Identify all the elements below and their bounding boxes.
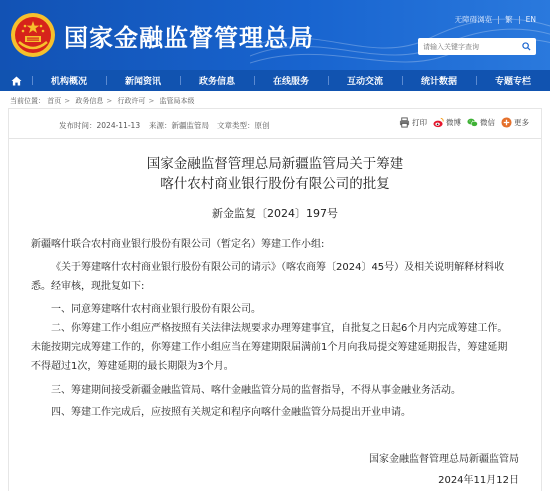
nav-item-interaction[interactable]: 互动交流 xyxy=(328,70,402,91)
publish-time: 发布时间：2024-11-13 xyxy=(59,121,141,130)
site-title[interactable]: 国家金融监督管理总局 xyxy=(64,24,314,52)
divider xyxy=(519,16,520,24)
print-button[interactable] xyxy=(399,117,427,128)
top-links xyxy=(455,14,536,25)
more-label: 更多 xyxy=(514,118,529,127)
nav-item-online-services[interactable]: 在线服务 xyxy=(254,70,328,91)
accessibility-link[interactable]: 无障碍浏览 xyxy=(454,15,493,24)
article-title-line-1: 国家金融监督管理总局新疆监管局关于筹建 xyxy=(146,156,404,172)
article-title-line-2: 喀什农村商业银行股份有限公司的批复 xyxy=(160,176,390,192)
wechat-icon xyxy=(467,117,478,128)
document-number: 新金监复〔2024〕197号 xyxy=(212,207,338,220)
paragraph-1-line-2: 悉。经审核，现批复如下: xyxy=(31,281,145,292)
nav-item-about[interactable]: 机构概况 xyxy=(32,70,106,91)
breadcrumb-separator: > xyxy=(148,97,155,105)
wechat-label: 微信 xyxy=(480,118,495,127)
nav-item-statistics[interactable]: 统计数据 xyxy=(402,70,476,91)
article-type: 文章类型：原创 xyxy=(217,121,270,130)
main-nav xyxy=(0,70,550,91)
item-2-line-1: 二、你筹建工作小组应严格按照有关法律法规要求办理筹建事宜，自批复之日起6个月内完成筹建工作。 xyxy=(51,323,508,334)
breadcrumb-prefix: 当前位置： xyxy=(10,97,45,105)
search-input[interactable] xyxy=(418,39,518,54)
traditional-chinese-link[interactable]: 繁 xyxy=(505,15,513,24)
home-icon[interactable] xyxy=(0,70,32,91)
weibo-label: 微博 xyxy=(446,118,461,127)
search-icon[interactable] xyxy=(518,38,534,55)
salutation: 新疆喀什联合农村商业银行股份有限公司（暂定名）筹建工作小组: xyxy=(31,239,325,250)
national-emblem-icon[interactable] xyxy=(10,12,56,58)
search-box xyxy=(418,38,536,55)
signature-organization: 国家金融监督管理总局新疆监管局 xyxy=(369,454,519,465)
english-link[interactable]: EN xyxy=(525,15,536,24)
weibo-icon xyxy=(433,117,444,128)
item-2-line-3: 不得超过1次，筹建延期的最长期限为3个月。 xyxy=(31,361,234,372)
share-toolbar xyxy=(393,117,529,128)
paragraph-1-line-1: 《关于筹建喀什农村商业银行股份有限公司的请示》（喀农商筹〔2024〕45号）及相关说明解释材料收 xyxy=(51,262,505,273)
nav-item-government-info[interactable]: 政务信息 xyxy=(180,70,254,91)
item-3: 三、筹建期间接受新疆金融监管局、喀什金融监管分局的监督指导，不得从事金融业务活动。 xyxy=(51,385,461,396)
item-4: 四、筹建工作完成后，应按照有关规定和程序向喀什金融监管分局提出开业申请。 xyxy=(51,407,411,418)
divider xyxy=(498,16,499,24)
signature-date: 2024年11月12日 xyxy=(438,475,519,486)
share-weibo-button[interactable] xyxy=(433,117,461,128)
breadcrumb-home[interactable]: 首页 xyxy=(47,97,62,105)
breadcrumb-bureau-level[interactable]: 监管局本级 xyxy=(159,97,195,105)
print-label: 打印 xyxy=(412,118,427,127)
article-panel xyxy=(8,108,542,491)
nav-item-special-topics[interactable]: 专题专栏 xyxy=(476,70,550,91)
breadcrumb xyxy=(10,96,195,106)
breadcrumb-separator: > xyxy=(106,97,113,105)
article-source: 来源：新疆监管局 xyxy=(149,121,209,130)
item-1: 一、同意筹建喀什农村商业银行股份有限公司。 xyxy=(51,304,261,315)
breadcrumb-government-info[interactable]: 政务信息 xyxy=(75,97,104,105)
share-wechat-button[interactable] xyxy=(467,117,495,128)
site-header xyxy=(0,0,550,70)
breadcrumb-separator: > xyxy=(64,97,71,105)
article-meta-bar xyxy=(9,109,541,139)
nav-item-news[interactable]: 新闻资讯 xyxy=(106,70,180,91)
print-icon xyxy=(399,117,410,128)
breadcrumb-administrative-license[interactable]: 行政许可 xyxy=(117,97,146,105)
share-more-button[interactable] xyxy=(501,117,529,128)
item-2-line-2: 未能按期完成筹建工作的，你筹建工作小组应当在筹建期限届满前1个月向我局提交筹建延期报告，筹建延期 xyxy=(31,342,508,353)
plus-icon xyxy=(501,117,512,128)
